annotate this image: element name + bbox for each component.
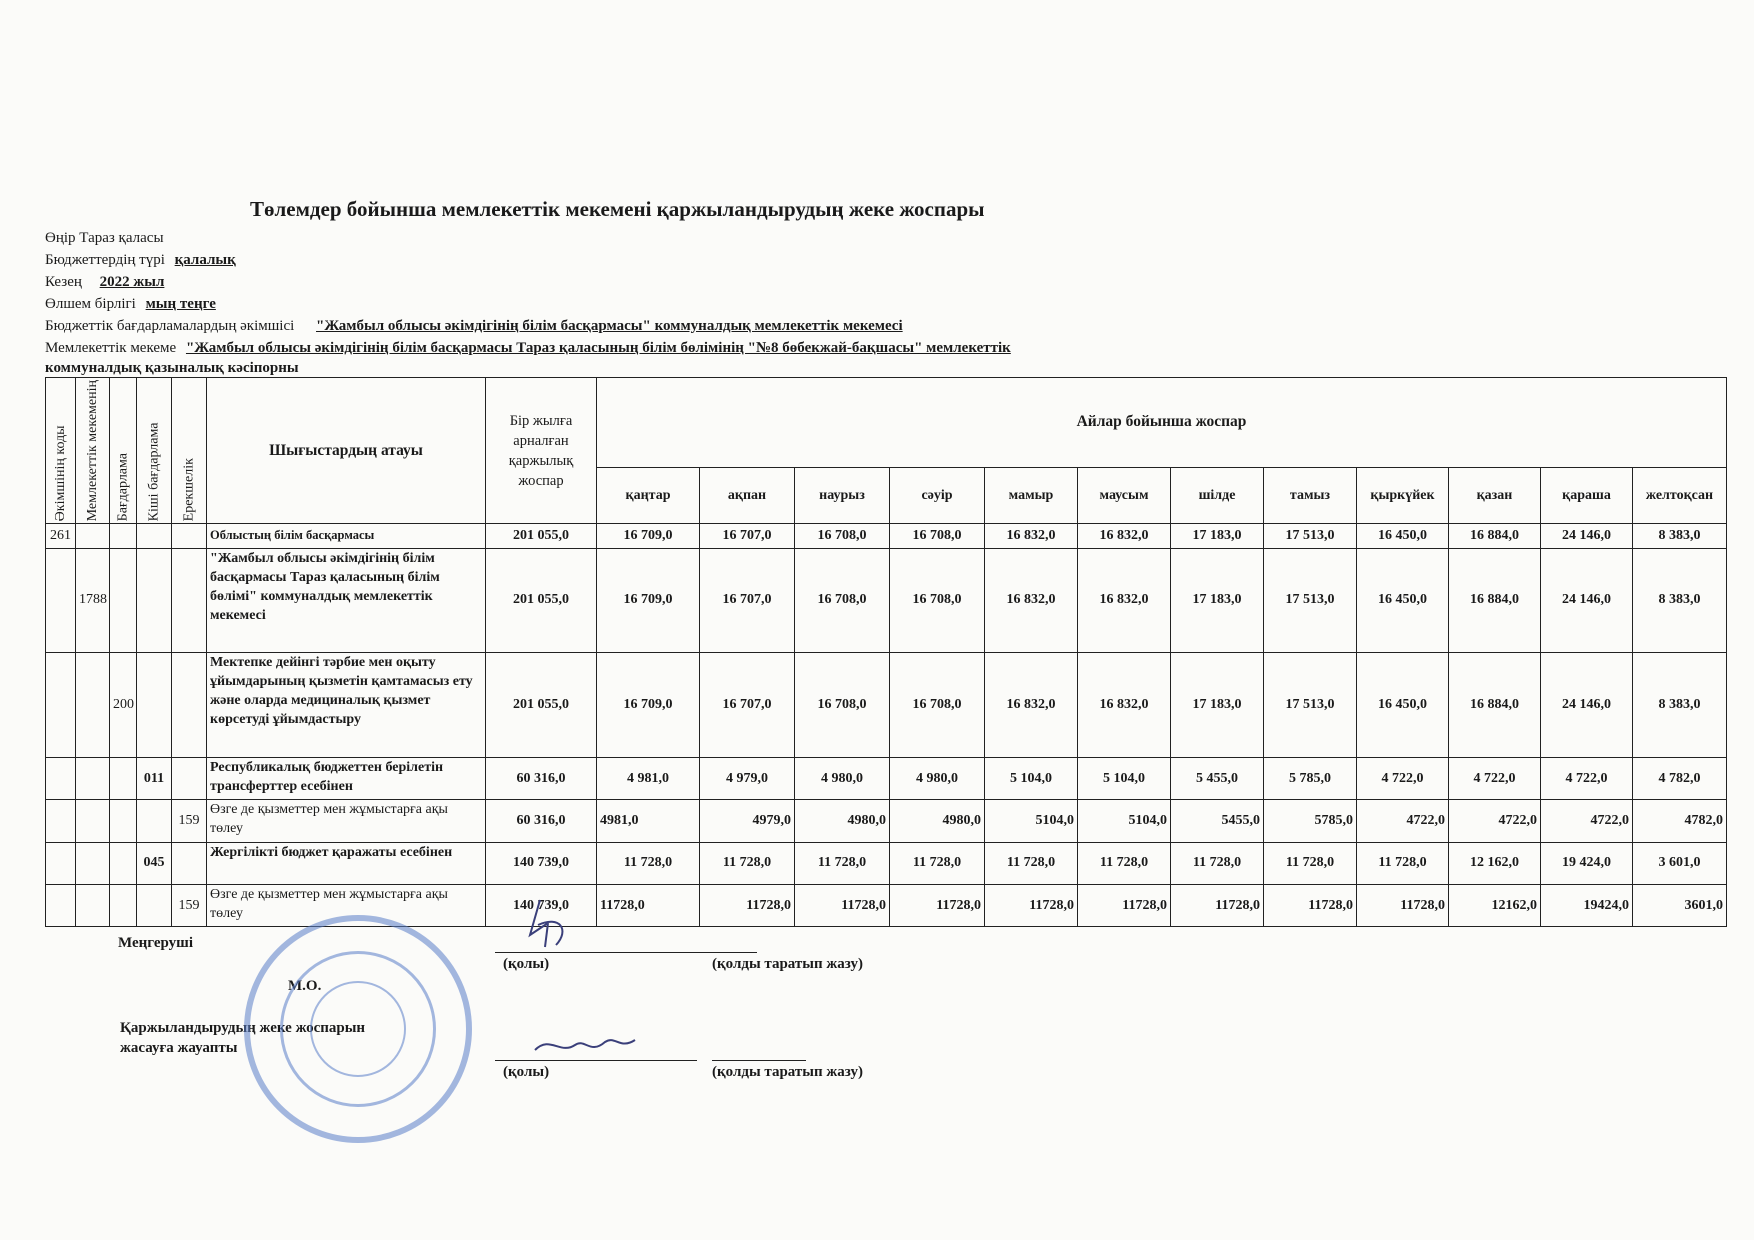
month-value-cell: 5785,0 — [1264, 800, 1357, 842]
expense-name-cell: Облыстың білім басқармасы — [207, 524, 486, 548]
month-value-cell: 4980,0 — [795, 800, 890, 842]
month-header: ақпан — [700, 467, 795, 523]
stamp-emblem — [310, 981, 406, 1077]
month-header: мамыр — [985, 467, 1078, 523]
expense-name-cell: Мектепке дейінгі тәрбие мен оқыту ұйымдарының қызметін қамтамасыз ету және оларда медициналық қызмет көрсетуді ұйымдастыру — [207, 653, 486, 758]
month-value-cell: 16 884,0 — [1449, 524, 1541, 548]
handwritten-signature-head — [500, 895, 590, 955]
month-value-cell: 11728,0 — [1264, 884, 1357, 926]
annual-plan-cell: 140 739,0 — [486, 884, 597, 926]
month-header: қазан — [1449, 467, 1541, 523]
header-annual-plan: Бір жылға арналған қаржылық жоспар — [486, 378, 597, 524]
month-header: қараша — [1541, 467, 1633, 523]
official-stamp — [244, 915, 472, 1143]
month-value-cell: 16 707,0 — [700, 548, 795, 653]
handwritten-signature-responsible — [530, 1030, 640, 1065]
annual-plan-cell: 201 055,0 — [486, 653, 597, 758]
month-value-cell: 11728,0 — [1357, 884, 1449, 926]
month-value-cell: 17 183,0 — [1171, 524, 1264, 548]
month-value-cell: 17 513,0 — [1264, 548, 1357, 653]
header-institution: Мемлекеттік мекеменің — [76, 378, 110, 524]
month-header: қыркүйек — [1357, 467, 1449, 523]
head-label: Меңгеруші — [118, 935, 194, 951]
code-cell — [172, 842, 207, 884]
code-cell: 045 — [137, 842, 172, 884]
month-value-cell: 11 728,0 — [597, 842, 700, 884]
month-value-cell: 4 722,0 — [1449, 758, 1541, 800]
month-value-cell: 11728,0 — [985, 884, 1078, 926]
sign-caption-1: (қолы) — [503, 956, 550, 972]
code-cell — [110, 842, 137, 884]
code-cell — [110, 800, 137, 842]
header-subprogram: Кіші бағдарлама — [137, 378, 172, 524]
header-program: Бағдарлама — [110, 378, 137, 524]
code-cell — [110, 524, 137, 548]
month-header: қаңтар — [597, 467, 700, 523]
month-value-cell: 4979,0 — [700, 800, 795, 842]
month-value-cell: 11 728,0 — [985, 842, 1078, 884]
code-cell — [46, 842, 76, 884]
annual-plan-cell: 60 316,0 — [486, 758, 597, 800]
table-row — [46, 884, 1727, 926]
month-header: тамыз — [1264, 467, 1357, 523]
decode-line-2 — [712, 1060, 806, 1061]
month-value-cell: 5104,0 — [1078, 800, 1171, 842]
table-row — [46, 548, 1727, 653]
month-value-cell: 5 455,0 — [1171, 758, 1264, 800]
month-value-cell: 4 722,0 — [1357, 758, 1449, 800]
month-value-cell: 4722,0 — [1449, 800, 1541, 842]
code-cell — [76, 524, 110, 548]
month-value-cell: 4980,0 — [890, 800, 985, 842]
month-value-cell: 8 383,0 — [1633, 524, 1727, 548]
budget-type-label: Бюджеттердің түрі — [45, 252, 165, 268]
table-row — [46, 800, 1727, 842]
month-value-cell: 11 728,0 — [1078, 842, 1171, 884]
month-value-cell: 4722,0 — [1357, 800, 1449, 842]
code-cell: 261 — [46, 524, 76, 548]
sign-caption-2: (қолы) — [503, 1064, 550, 1080]
code-cell: 1788 — [76, 548, 110, 653]
decode-caption-1: (қолды таратып жазу) — [712, 956, 863, 972]
code-cell — [76, 800, 110, 842]
month-value-cell: 16 884,0 — [1449, 548, 1541, 653]
region-value: Тараз қаласы — [79, 230, 164, 246]
meta-institution — [45, 338, 1011, 358]
month-value-cell: 17 183,0 — [1171, 548, 1264, 653]
decode-caption-2: (қолды таратып жазу) — [712, 1064, 863, 1080]
code-cell — [46, 884, 76, 926]
month-value-cell: 11 728,0 — [890, 842, 985, 884]
month-value-cell: 16 832,0 — [985, 524, 1078, 548]
month-value-cell: 4981,0 — [597, 800, 700, 842]
code-cell: 159 — [172, 800, 207, 842]
table-row — [46, 653, 1727, 758]
financing-plan-table — [45, 377, 1727, 927]
header-admin-code: Әкімшінің коды — [46, 378, 76, 524]
month-value-cell: 16 709,0 — [597, 548, 700, 653]
month-value-cell: 16 450,0 — [1357, 653, 1449, 758]
month-value-cell: 11728,0 — [700, 884, 795, 926]
month-value-cell: 17 513,0 — [1264, 653, 1357, 758]
admin-value: "Жамбыл облысы әкімдігінің білім басқармасы" коммуналдық мемлекеттік мекемесі — [316, 318, 903, 334]
month-value-cell: 16 707,0 — [700, 653, 795, 758]
month-value-cell: 5455,0 — [1171, 800, 1264, 842]
annual-plan-cell: 201 055,0 — [486, 548, 597, 653]
month-value-cell: 16 708,0 — [795, 653, 890, 758]
code-cell — [110, 758, 137, 800]
code-cell — [172, 548, 207, 653]
responsible-label-2: жасауға жауапты — [120, 1040, 238, 1056]
month-value-cell: 16 450,0 — [1357, 524, 1449, 548]
header-expense-name: Шығыстардың атауы — [207, 378, 486, 524]
month-value-cell: 16 832,0 — [985, 653, 1078, 758]
month-value-cell: 11 728,0 — [700, 842, 795, 884]
month-value-cell: 12162,0 — [1449, 884, 1541, 926]
institution-value: "Жамбыл облысы әкімдігінің білім басқармасы Тараз қаласының білім бөлімінің "№8 бөбекжай-бақшасы" мемлекеттік — [185, 340, 1011, 356]
expense-name-cell: Республикалық бюджеттен берілетін трансферттер есебінен — [207, 758, 486, 800]
annual-plan-cell: 60 316,0 — [486, 800, 597, 842]
month-value-cell: 16 450,0 — [1357, 548, 1449, 653]
month-value-cell: 11728,0 — [890, 884, 985, 926]
institution-label: Мемлекеттік мекеме — [45, 340, 177, 356]
month-value-cell: 24 146,0 — [1541, 524, 1633, 548]
month-header: сәуір — [890, 467, 985, 523]
code-cell — [46, 758, 76, 800]
month-value-cell: 11728,0 — [795, 884, 890, 926]
period-label: Кезең — [45, 274, 82, 290]
code-cell: 159 — [172, 884, 207, 926]
month-value-cell: 4 979,0 — [700, 758, 795, 800]
table-row — [46, 524, 1727, 548]
month-value-cell: 16 832,0 — [1078, 548, 1171, 653]
institution-value-cont: коммуналдық қазыналық кәсіпорны — [45, 360, 299, 376]
month-value-cell: 4 981,0 — [597, 758, 700, 800]
month-value-cell: 11728,0 — [1171, 884, 1264, 926]
unit-value: мың теңге — [145, 296, 216, 312]
code-cell — [137, 524, 172, 548]
month-value-cell: 17 183,0 — [1171, 653, 1264, 758]
code-cell — [172, 524, 207, 548]
month-value-cell: 11 728,0 — [1264, 842, 1357, 884]
month-value-cell: 16 708,0 — [890, 548, 985, 653]
unit-label: Өлшем бірлігі — [45, 296, 136, 312]
month-value-cell: 5104,0 — [985, 800, 1078, 842]
month-value-cell: 16 832,0 — [1078, 524, 1171, 548]
month-value-cell: 11 728,0 — [1171, 842, 1264, 884]
month-value-cell: 16 708,0 — [795, 548, 890, 653]
mp-label: М.О. — [288, 978, 322, 994]
month-value-cell: 11728,0 — [1078, 884, 1171, 926]
meta-period — [45, 272, 164, 292]
month-value-cell: 19424,0 — [1541, 884, 1633, 926]
period-value: 2022 жыл — [99, 274, 165, 290]
region-label: Өңір — [45, 230, 76, 246]
meta-institution-cont — [45, 358, 299, 378]
month-value-cell: 8 383,0 — [1633, 548, 1727, 653]
month-value-cell: 16 832,0 — [1078, 653, 1171, 758]
month-value-cell: 4 782,0 — [1633, 758, 1727, 800]
expense-name-cell: Жергілікті бюджет қаражаты есебінен — [207, 842, 486, 884]
month-value-cell: 4 980,0 — [795, 758, 890, 800]
annual-plan-cell: 201 055,0 — [486, 524, 597, 548]
month-value-cell: 16 708,0 — [795, 524, 890, 548]
document-title: Төлемдер бойынша мемлекеттік мекемені қаржыландырудың жеке жоспары — [250, 197, 985, 221]
month-value-cell: 5 104,0 — [985, 758, 1078, 800]
code-cell — [172, 653, 207, 758]
header-row-1 — [46, 378, 1727, 468]
month-header: желтоқсан — [1633, 467, 1727, 523]
month-value-cell: 4722,0 — [1541, 800, 1633, 842]
month-header: маусым — [1078, 467, 1171, 523]
month-value-cell: 4 980,0 — [890, 758, 985, 800]
header-monthly-plan: Айлар бойынша жоспар — [597, 378, 1727, 468]
header-specific: Ерекшелік — [172, 378, 207, 524]
code-cell — [137, 548, 172, 653]
month-value-cell: 16 884,0 — [1449, 653, 1541, 758]
month-value-cell: 16 832,0 — [985, 548, 1078, 653]
month-value-cell: 8 383,0 — [1633, 653, 1727, 758]
code-cell: 011 — [137, 758, 172, 800]
expense-name-cell: "Жамбыл облысы әкімдігінің білім басқармасы Тараз қаласының білім бөлімі" коммуналдық мемлекеттік мекемесі — [207, 548, 486, 653]
code-cell: 200 — [110, 653, 137, 758]
meta-unit — [45, 294, 216, 314]
code-cell — [137, 800, 172, 842]
code-cell — [76, 884, 110, 926]
code-cell — [137, 884, 172, 926]
admin-label: Бюджеттік бағдарламалардың әкімшісі — [45, 318, 295, 334]
month-value-cell: 16 708,0 — [890, 653, 985, 758]
month-value-cell: 5 104,0 — [1078, 758, 1171, 800]
month-value-cell: 24 146,0 — [1541, 548, 1633, 653]
month-value-cell: 12 162,0 — [1449, 842, 1541, 884]
month-value-cell: 17 513,0 — [1264, 524, 1357, 548]
code-cell — [172, 758, 207, 800]
code-cell — [110, 884, 137, 926]
month-value-cell: 16 709,0 — [597, 653, 700, 758]
month-value-cell: 16 709,0 — [597, 524, 700, 548]
code-cell — [46, 548, 76, 653]
month-value-cell: 4782,0 — [1633, 800, 1727, 842]
month-value-cell: 16 707,0 — [700, 524, 795, 548]
month-value-cell: 24 146,0 — [1541, 653, 1633, 758]
code-cell — [76, 758, 110, 800]
responsible-label-1: Қаржыландырудың жеке жоспарын — [120, 1020, 366, 1036]
month-value-cell: 3601,0 — [1633, 884, 1727, 926]
code-cell — [110, 548, 137, 653]
expense-name-cell: Өзге де қызметтер мен жұмыстарға ақы төлеу — [207, 800, 486, 842]
month-header: шілде — [1171, 467, 1264, 523]
meta-admin — [45, 316, 903, 336]
code-cell — [76, 842, 110, 884]
code-cell — [46, 653, 76, 758]
annual-plan-cell: 140 739,0 — [486, 842, 597, 884]
month-value-cell: 16 708,0 — [890, 524, 985, 548]
month-value-cell: 11 728,0 — [1357, 842, 1449, 884]
code-cell — [76, 653, 110, 758]
month-value-cell: 11728,0 — [597, 884, 700, 926]
code-cell — [137, 653, 172, 758]
expense-name-cell: Өзге де қызметтер мен жұмыстарға ақы төлеу — [207, 884, 486, 926]
month-value-cell: 5 785,0 — [1264, 758, 1357, 800]
month-value-cell: 3 601,0 — [1633, 842, 1727, 884]
meta-budget-type — [45, 250, 236, 270]
month-value-cell: 4 722,0 — [1541, 758, 1633, 800]
month-value-cell: 11 728,0 — [795, 842, 890, 884]
budget-type-value: қалалық — [174, 252, 236, 268]
table-row — [46, 758, 1727, 800]
table-row — [46, 842, 1727, 884]
meta-region — [45, 228, 164, 248]
month-header: наурыз — [795, 467, 890, 523]
month-value-cell: 19 424,0 — [1541, 842, 1633, 884]
code-cell — [46, 800, 76, 842]
